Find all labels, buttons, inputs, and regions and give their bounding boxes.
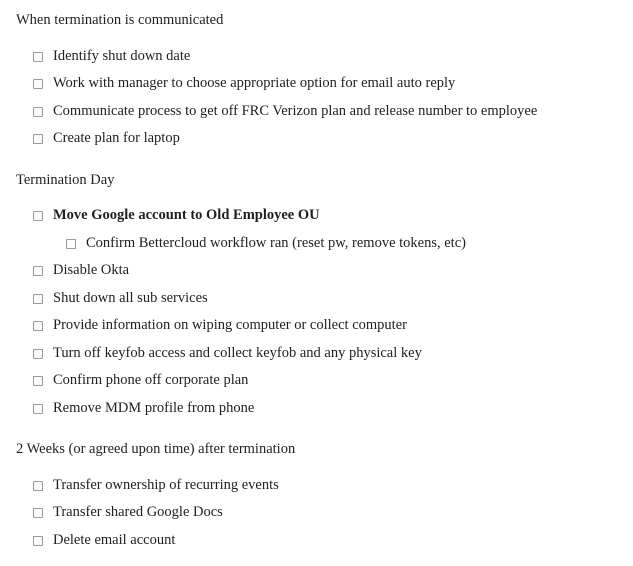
checkbox[interactable]: [33, 134, 43, 144]
checklist-item-disable-okta[interactable]: [33, 262, 129, 279]
checkbox[interactable]: [33, 481, 43, 491]
checklist-item-identify-shutdown-date[interactable]: [33, 48, 190, 65]
checklist-item-label: Turn off keyfob access and collect keyfob and any physical key: [53, 345, 422, 361]
checkbox[interactable]: [33, 508, 43, 518]
checklist-item-wiping-computer[interactable]: [33, 317, 407, 334]
section-heading-when-communicated: When termination is communicated: [16, 12, 224, 28]
checklist-item-label: Transfer shared Google Docs: [53, 504, 223, 520]
checklist-item-shut-down-sub-services[interactable]: [33, 290, 208, 307]
checklist-item-label: Transfer ownership of recurring events: [53, 477, 279, 493]
checkbox[interactable]: [33, 52, 43, 62]
checkbox[interactable]: [66, 239, 76, 249]
section-heading-two-weeks-after: 2 Weeks (or agreed upon time) after termination: [16, 441, 296, 457]
checklist-item-label: Move Google account to Old Employee OU: [53, 207, 320, 223]
section-heading-termination-day: Termination Day: [16, 172, 115, 188]
checklist-item-move-google-account[interactable]: [33, 207, 320, 224]
checklist-item-transfer-recurring-events[interactable]: [33, 477, 279, 494]
checklist-item-confirm-bettercloud[interactable]: [66, 235, 466, 252]
checklist-item-delete-email-account[interactable]: [33, 532, 175, 549]
checkbox[interactable]: [33, 404, 43, 414]
checklist-item-transfer-google-docs[interactable]: [33, 504, 223, 521]
checklist-item-phone-corporate-plan[interactable]: [33, 372, 248, 389]
checkbox[interactable]: [33, 266, 43, 276]
checklist-item-label: Provide information on wiping computer or collect computer: [53, 317, 407, 333]
checklist-item-label: Delete email account: [53, 532, 176, 548]
checkbox[interactable]: [33, 294, 43, 304]
checkbox[interactable]: [33, 349, 43, 359]
checklist-item-label: Communicate process to get off FRC Verizon plan and release number to employee: [53, 103, 538, 119]
checkbox[interactable]: [33, 536, 43, 546]
checklist-item-label: Identify shut down date: [53, 48, 191, 64]
checkbox[interactable]: [33, 211, 43, 221]
checkbox[interactable]: [33, 376, 43, 386]
checklist-item-keyfob-access[interactable]: [33, 345, 422, 362]
checklist-item-label: Remove MDM profile from phone: [53, 400, 255, 416]
checklist-item-label: Work with manager to choose appropriate option for email auto reply: [53, 75, 456, 91]
checklist-item-verizon-plan[interactable]: [33, 103, 537, 120]
checklist-item-email-auto-reply[interactable]: [33, 75, 455, 92]
checklist-item-label: Disable Okta: [53, 262, 130, 278]
checklist-item-label: Confirm Bettercloud workflow ran (reset pw, remove tokens, etc): [86, 235, 466, 251]
checklist-item-label: Shut down all sub services: [53, 290, 208, 306]
checkbox[interactable]: [33, 321, 43, 331]
checklist-item-plan-for-laptop[interactable]: [33, 130, 180, 147]
checklist-item-remove-mdm-profile[interactable]: [33, 400, 254, 417]
checklist-item-label: Confirm phone off corporate plan: [53, 372, 249, 388]
checkbox[interactable]: [33, 79, 43, 89]
checklist-item-label: Create plan for laptop: [53, 130, 180, 146]
checkbox[interactable]: [33, 107, 43, 117]
